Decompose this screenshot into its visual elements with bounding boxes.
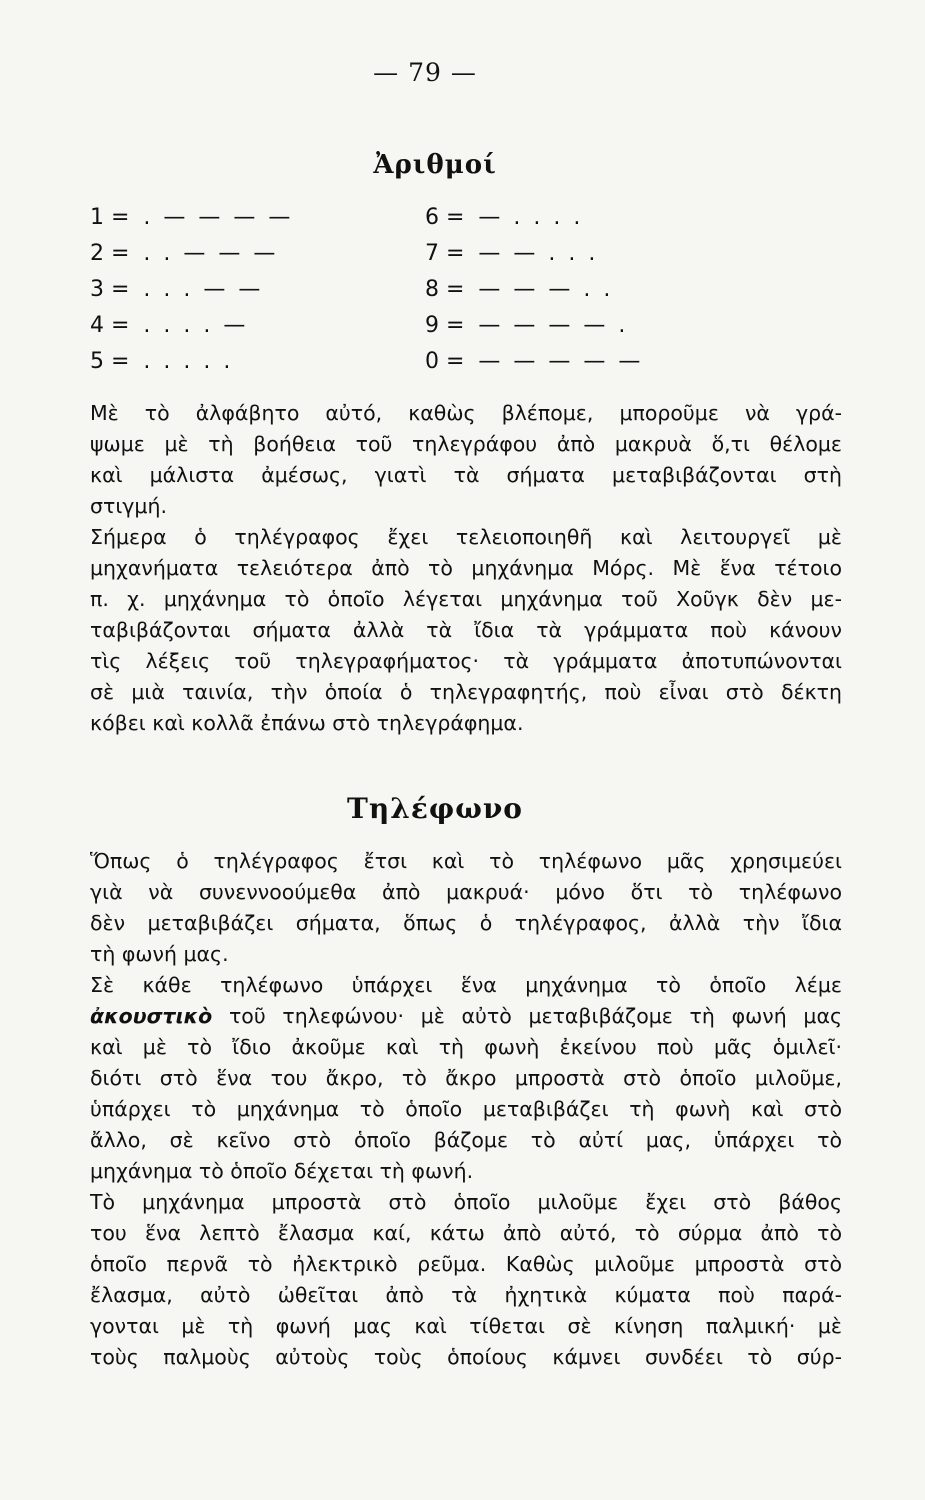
text-line: ἄλλο, σὲ κεῖνο στὸ ὁποῖο βάζομε τὸ αὐτί μας, ὑπάρχει τὸ [90,1128,842,1152]
section-heading-numbers: Ἀριθμοί [373,150,497,180]
morse-row: 3 = . . . — — [90,277,264,302]
morse-code: . . . . — [143,313,249,338]
text-line: ταβιβάζονται σήματα ἀλλὰ τὰ ἴδια τὰ γράμματα ποὺ κάνουν [90,618,842,642]
text-line: γονται μὲ τὴ φωνή μας καὶ τίθεται σὲ κίνηση παλμική· μὲ [90,1314,842,1338]
text-line: τὴ φωνή μας. [90,942,229,966]
morse-digit: 2 [90,241,104,266]
text-line: ὁποῖο περνᾶ τὸ ἠλεκτρικὸ ρεῦμα. Καθὼς μιλοῦμε μπροστὰ στὸ [90,1252,842,1276]
morse-code: — — . . . [478,241,599,266]
text-line: στιγμή. [90,494,167,518]
section-telephone-text [32,846,842,1373]
morse-table-left [90,200,293,380]
morse-row: 7 = — — . . . [425,241,599,266]
text-line: καὶ μάλιστα ἀμέσως, γιατὶ τὰ σήματα μεταβιβάζονται στὴ [90,463,842,487]
morse-row: 4 = . . . . — [90,313,249,338]
morse-digit: 1 [90,205,104,230]
section-telegraph-text [32,398,842,739]
text-line: Ὅπως ὁ τηλέγραφος ἔτσι καὶ τὸ τηλέφωνο μᾶς χρησιμεύει [90,849,842,873]
text-line: μηχανήματα τελειότερα ἀπὸ τὸ μηχάνημα Μόρς. Μὲ ἕνα τέτοιο [90,556,842,580]
section-heading-telephone: Τηλέφωνο [347,792,523,825]
morse-row: 1 = . — — — — [90,205,294,230]
text-line: ψωμε μὲ τὴ βοήθεια τοῦ τηλεγράφου ἀπὸ μακρυὰ ὅ,τι θέλομε [90,432,842,456]
text-line: Μὲ τὸ ἀλφάβητο αὐτό, καθὼς βλέπομε, μποροῦμε νὰ γρά- [90,401,842,425]
page-number: — 79 — [373,58,477,87]
paragraph [32,970,842,1187]
text-line: δὲν μεταβιβάζει σήματα, ὅπως ὁ τηλέγραφος, ἀλλὰ τὴν ἴδια [90,911,842,935]
text-line: του ἕνα λεπτὸ ἔλασμα καί, κάτω ἀπὸ αὐτό, τὸ σύρμα ἀπὸ τὸ [90,1221,842,1245]
text-line: σὲ μιὰ ταινία, τὴν ὁποία ὁ τηλεγραφητής, ποὺ εἶναι στὸ δέκτη [90,680,842,704]
morse-code: — — — — — [478,349,644,374]
emphasized-term: ἀκουστικὸ [90,1004,213,1028]
morse-code: . . — — — [143,241,279,266]
text-line: τὶς λέξεις τοῦ τηλεγραφήματος· τὰ γράμματα ἀποτυπώνονται [90,649,842,673]
morse-row: 0 = — — — — — [425,349,644,374]
morse-digit: 8 [425,277,439,302]
morse-code: — — — . . [478,277,614,302]
text-line: ὑπάρχει τὸ μηχάνημα τὸ ὁποῖο μεταβιβάζει τὴ φωνὴ καὶ στὸ [90,1097,842,1121]
text-line: Σήμερα ὁ τηλέγραφος ἔχει τελειοποιηθῆ καὶ λειτουργεῖ μὲ [90,525,842,549]
text-line: Σὲ κάθε τηλέφωνο ὑπάρχει ἕνα μηχάνημα τὸ ὁποῖο λέμε [90,973,842,997]
text-run: τοῦ τηλεφώνου· μὲ αὐτὸ μεταβιβάζομε τὴ φωνή μας [212,1004,842,1028]
morse-digit: 4 [90,313,104,338]
paragraph [32,1187,842,1373]
morse-table-right [425,200,643,380]
morse-digit: 0 [425,349,439,374]
morse-code: — . . . . [478,205,584,230]
text-line: κόβει καὶ κολλᾶ ἐπάνω στὸ τηλεγράφημα. [90,711,524,735]
text-line: Τὸ μηχάνημα μπροστὰ στὸ ὁποῖο μιλοῦμε ἔχει στὸ βάθος [90,1190,842,1214]
morse-row: 9 = — — — — . [425,313,629,338]
morse-row: 6 = — . . . . [425,205,584,230]
paragraph [32,846,842,970]
morse-digit: 6 [425,205,439,230]
text-line: ἔλασμα, αὐτὸ ὠθεῖται ἀπὸ τὰ ἠχητικὰ κύματα ποὺ παρά- [90,1283,842,1307]
text-line: μηχάνημα τὸ ὁποῖο δέχεται τὴ φωνή. [90,1159,474,1183]
morse-code: — — — — . [478,313,629,338]
text-line: διότι στὸ ἕνα του ἄκρο, τὸ ἄκρο μπροστὰ στὸ ὁποῖο μιλοῦμε, [90,1066,842,1090]
morse-digit: 3 [90,277,104,302]
text-line: καὶ μὲ τὸ ἴδιο ἀκοῦμε καὶ τὴ φωνὴ ἐκείνου ποὺ μᾶς ὁμιλεῖ· [90,1035,842,1059]
morse-row: 8 = — — — . . [425,277,614,302]
text-line: π. χ. μηχάνημα τὸ ὁποῖο λέγεται μηχάνημα τοῦ Χοῦγκ δὲν με- [90,587,842,611]
text-line: τοὺς παλμοὺς αὐτοὺς τοὺς ὁποίους κάμνει συνδέει τὸ σύρ- [90,1345,842,1369]
morse-row: 2 = . . — — — [90,241,279,266]
paragraph [32,398,842,522]
morse-row: 5 = . . . . . [90,349,234,374]
morse-digit: 7 [425,241,439,266]
morse-code: . . . . . [143,349,234,374]
text-line [32,1001,842,1032]
morse-digit: 9 [425,313,439,338]
text-line: γιὰ νὰ συνεννοούμεθα ἀπὸ μακρυά· μόνο ὅτι τὸ τηλέφωνο [90,880,842,904]
paragraph [32,522,842,739]
morse-code: . . . — — [143,277,264,302]
morse-digit: 5 [90,349,104,374]
morse-code: . — — — — [143,205,294,230]
